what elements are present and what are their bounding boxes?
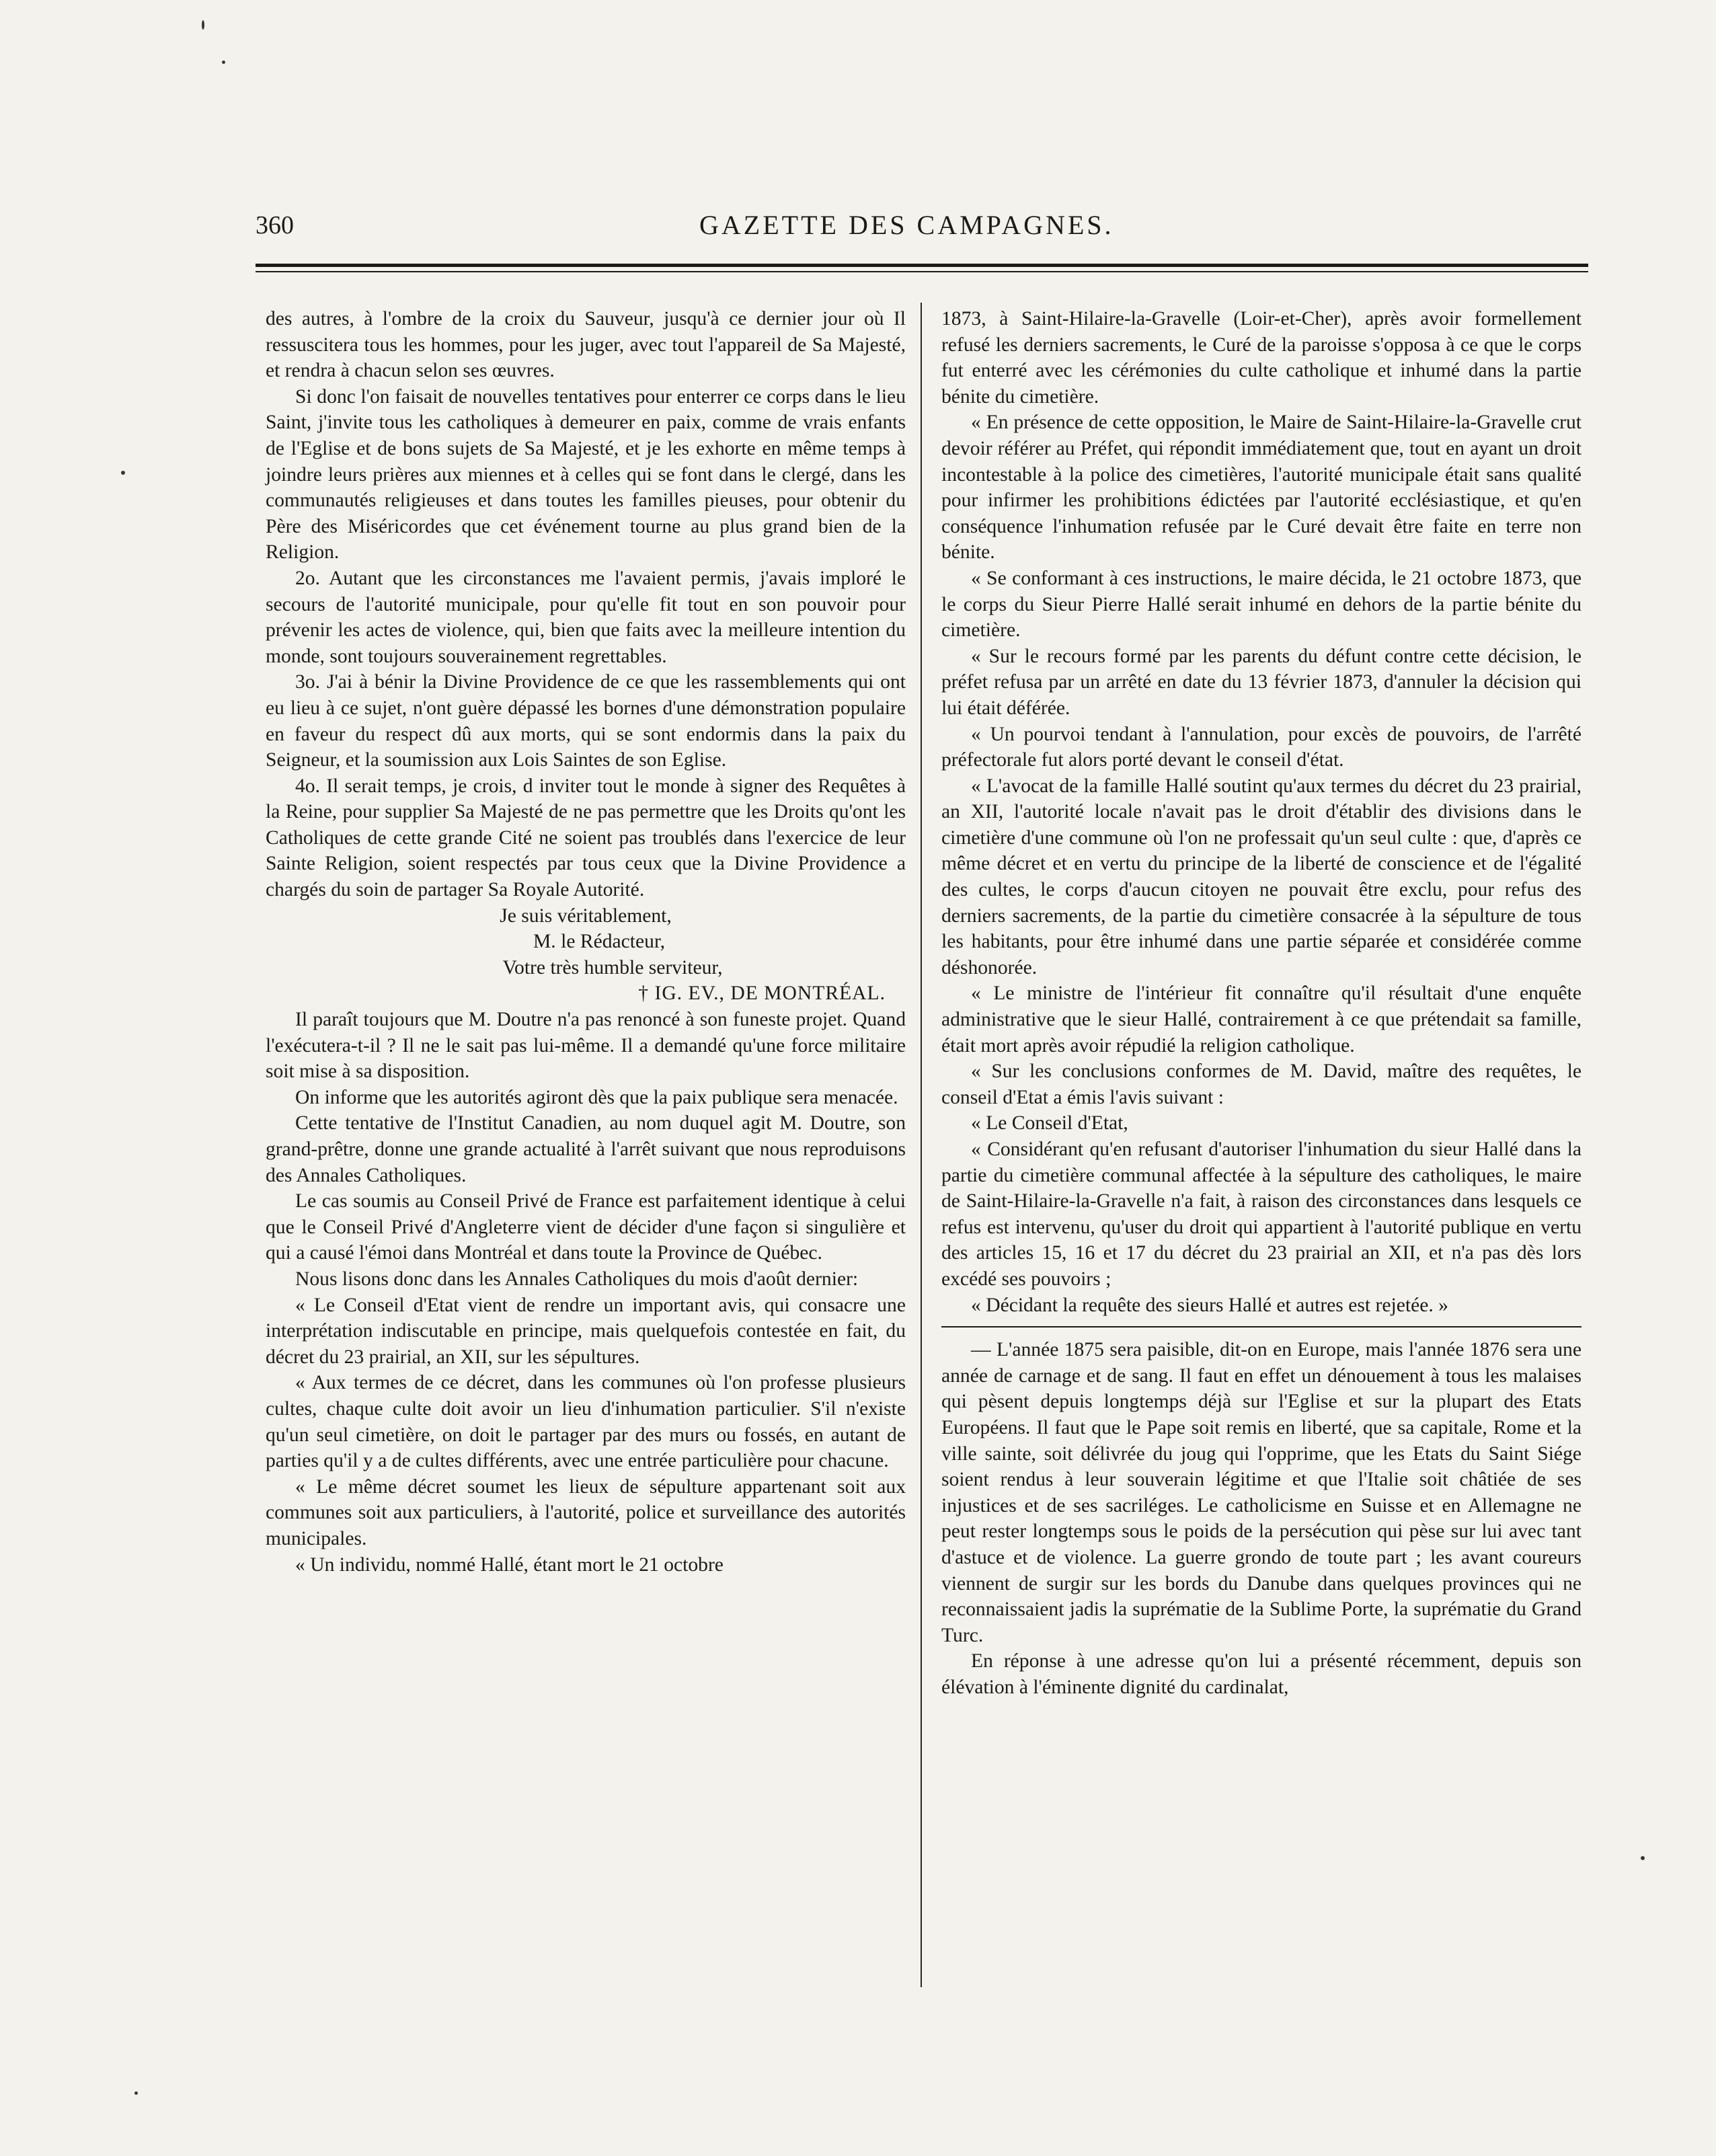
ink-speck [134, 2091, 138, 2095]
column-divider [921, 303, 922, 1987]
right-paragraph: En réponse à une adresse qu'on lui a présenté récemment, depuis son élévation à l'éminente dignité du cardinalat, [941, 1650, 1582, 1698]
left-paragraph: Le cas soumis au Conseil Privé de France est parfaitement identique à celui que le Conseil Privé d'Angleterre vient de décider d'une façon si singulière et qui a causé l'émoi dans Montréal et dans toute la Province de Québec. [266, 1190, 906, 1264]
section-separator [941, 1326, 1582, 1327]
right-column [941, 306, 1582, 1700]
right-paragraph: 1873, à Saint-Hilaire-la-Gravelle (Loir-et-Cher), après avoir formellement refusé les derniers sacrements, le Curé de la paroisse s'opposa à ce que le corps fut enterré avec les cérémonies du culte catholique et inhumé dans la partie bénite du cimetière. [941, 308, 1582, 408]
left-paragraph: « Le même décret soumet les lieux de sépulture appartenant soit aux communes soit aux particuliers, à l'autorité, police et surveillance des autorités municipales. [266, 1475, 906, 1549]
left-paragraph: Cette tentative de l'Institut Canadien, au nom duquel agit M. Doutre, son grand-prêtre, donne une grande actualité à l'arrêt suivant que nous reproduisons des Annales Catholiques. [266, 1112, 906, 1186]
right-paragraph: « Le Conseil d'Etat, [971, 1112, 1128, 1134]
left-column [266, 306, 906, 1578]
right-paragraph: « Le ministre de l'intérieur fit connaître qu'il résultait d'une enquête administrative que le sieur Hallé, contrairement à ce que prétendait sa famille, était mort après avoir répudié la religion catholique. [941, 983, 1582, 1056]
left-paragraph: des autres, à l'ombre de la croix du Sauveur, jusqu'à ce dernier jour où Il ressuscitera tous les hommes, pour les juger, avec tout l'appareil de Sa Majesté, et rendra à chacun selon ses œuvres. [266, 308, 906, 382]
left-paragraph: Il paraît toujours que M. Doutre n'a pas renoncé à son funeste projet. Quand l'exécutera-t-il ? Il ne le sait pas lui-même. Il a demandé qu'une force militaire soit mise à sa disposition. [266, 1009, 906, 1083]
ink-speck [202, 20, 204, 30]
right-paragraph: — L'année 1875 sera paisible, dit-on en Europe, mais l'année 1876 sera une année de carnage et de sang. Il faut en effet un dénouement à tous les malaises qui pèsent depuis longtemps déjà sur l'Eglise et sur la plupart des Etats Européens. Il faut que le Pape soit remis en liberté, que sa capitale, Rome et la ville sainte, soit délivrée du joug qui l'opprime, que les Etats du Saint Siége soient rendus à leur souverain légitime et que l'Italie soit châtiée de ses injustices et de ses sacriléges. Le catholicisme en Suisse et en Allemagne ne peut rester longtemps sous le poids de la persécution qui pèse sur lui avec tant d'astuce et de violence. La guerre grondo de toute part ; les avant coureurs viennent de surgir sur les bords du Danube dans quelques provinces qui ne reconnaissaient jadis la suprématie de la Sublime Porte, la suprématie du Grand Turc. [941, 1339, 1582, 1646]
right-paragraph: « Considérant qu'en refusant d'autoriser l'inhumation du sieur Hallé dans la partie du cimetière communal affectée à la sépulture des catholiques, le maire de Saint-Hilaire-la-Gravelle n'a fait, à raison des circonstances dans lesquels ce refus est intervenu, qu'user du droit qui appartient à l'autorité publique en vertu des articles 15, 16 et 17 du décret du 23 prairial an XII, et n'a pas dès lors excédé ses pouvoirs ; [941, 1139, 1582, 1290]
left-paragraph: 4o. Il serait temps, je crois, d inviter tout le monde à signer des Requêtes à la Reine, pour supplier Sa Majesté de ne pas permettre que les Droits qu'ont les Catholiques de cette grande Cité ne soient pas troublés dans l'exercice de leur Sainte Religion, soient respectés par tous ceux que la Divine Providence a chargés du soin de partager Sa Royale Autorité. [266, 775, 906, 901]
left-paragraph: Si donc l'on faisait de nouvelles tentatives pour enterrer ce corps dans le lieu Saint, j'invite tous les catholiques à demeurer en paix, comme de vrais enfants de l'Eglise et de bons sujets de Sa Majesté, et je les exhorte en même temps à joindre leurs prières aux miennes et à celles qui se font dans le clergé, dans les communautés religieuses et dans toutes les familles pieuses, pour obtenir du Père des Miséricordes que cet événement tourne au plus grand bien de la Religion. [266, 385, 906, 564]
right-paragraph: « Un pourvoi tendant à l'annulation, pour excès de pouvoirs, de l'arrêté préfectorale fut alors porté devant le conseil d'état. [941, 723, 1582, 771]
page-number: 360 [256, 211, 294, 239]
right-paragraph: « Décidant la requête des sieurs Hallé et autres est rejetée. » [971, 1294, 1448, 1316]
header-rule-thin [256, 271, 1588, 272]
ink-speck [222, 61, 225, 64]
signature: † IG. EV., DE MONTRÉAL. [638, 983, 886, 1005]
running-title: GAZETTE DES CAMPAGNES. [699, 210, 1114, 240]
right-paragraph: « Sur le recours formé par les parents du défunt contre cette décision, le préfet refusa par un arrêté en date du 13 février 1873, d'annuler la décision qui lui était déférée. [941, 645, 1582, 719]
closing-line: Je suis véritablement, [500, 904, 672, 927]
left-paragraph: 2o. Autant que les circonstances me l'avaient permis, j'avais imploré le secours de l'autorité municipale, pour qu'elle fit tout en son pouvoir pour prévenir les actes de violence, qui, bien que faits avec la meilleure intention du monde, sont toujours souverainement regrettables. [266, 567, 906, 667]
right-paragraph: « Se conformant à ces instructions, le maire décida, le 21 octobre 1873, que le corps du Sieur Pierre Hallé serait inhumé en dehors de la partie bénite du cimetière. [941, 567, 1582, 642]
left-paragraph: Nous lisons donc dans les Annales Catholiques du mois d'août dernier: [295, 1268, 859, 1290]
ink-speck [1641, 1856, 1645, 1860]
left-paragraph: 3o. J'ai à bénir la Divine Providence de ce que les rassemblements qui ont eu lieu à ce sujet, n'ont guère dépassé les bornes d'une démonstration populaire en faveur du respect dû aux morts, qui se sont endormis dans la paix du Seigneur, et la soumission aux Lois Saintes de son Eglise. [266, 671, 906, 771]
right-paragraph: « L'avocat de la famille Hallé soutint qu'aux termes du décret du 23 prairial, an XII, l'autorité locale n'avait pas le droit d'établir des divisions dans le cimetière d'une commune où l'on ne professait qu'un seul culte : que, d'après ce même décret et en vertu du principe de la liberté de conscience et de l'égalité des cultes, le corps d'aucun citoyen ne pouvait être exclu, pour refus des derniers sacrements, de la partie du cimetière consacrée à la sépulture de tous les habitants, pour être inhumé dans une partie séparée et considérée comme déshonorée. [941, 775, 1582, 978]
left-paragraph: « Aux termes de ce décret, dans les communes où l'on professe plusieurs cultes, chaque culte doit avoir un lieu d'inhumation particulier. S'il n'existe qu'un seul cimetière, on doit le partager par des murs ou fossés, en autant de parties qu'il y a de cultes différents, avec une entrée particulière pour chacune. [266, 1372, 906, 1472]
page-header [256, 205, 1587, 252]
closing-line: Votre très humble serviteur, [502, 956, 723, 978]
left-paragraph: « Un individu, nommé Hallé, étant mort le 21 octobre [295, 1553, 724, 1576]
right-paragraph: « Sur les conclusions conformes de M. David, maître des requêtes, le conseil d'Etat a émis l'avis suivant : [941, 1061, 1582, 1108]
right-paragraph: « En présence de cette opposition, le Maire de Saint-Hilaire-la-Gravelle crut devoir référer au Préfet, qui répondit immédiatement que, tout en ayant un droit incontestable à la police des cimetières, l'autorité municipale était sans qualité pour infirmer les prohibitions édictées par l'autorité ecclésiastique, et qu'en conséquence l'inhumation refusée par le Curé devait être faite en terre non bénite. [941, 412, 1582, 564]
header-rule-thick [256, 264, 1588, 267]
ink-speck [121, 471, 125, 475]
left-paragraph: On informe que les autorités agiront dès que la paix publique sera menacée. [295, 1086, 898, 1108]
left-paragraph: « Le Conseil d'Etat vient de rendre un important avis, qui consacre une interprétation indiscutable en principe, mais quelquefois contestée en fait, du décret du 23 prairial, an XII, sur les sépultures. [266, 1294, 906, 1368]
closing-line: M. le Rédacteur, [533, 931, 666, 953]
